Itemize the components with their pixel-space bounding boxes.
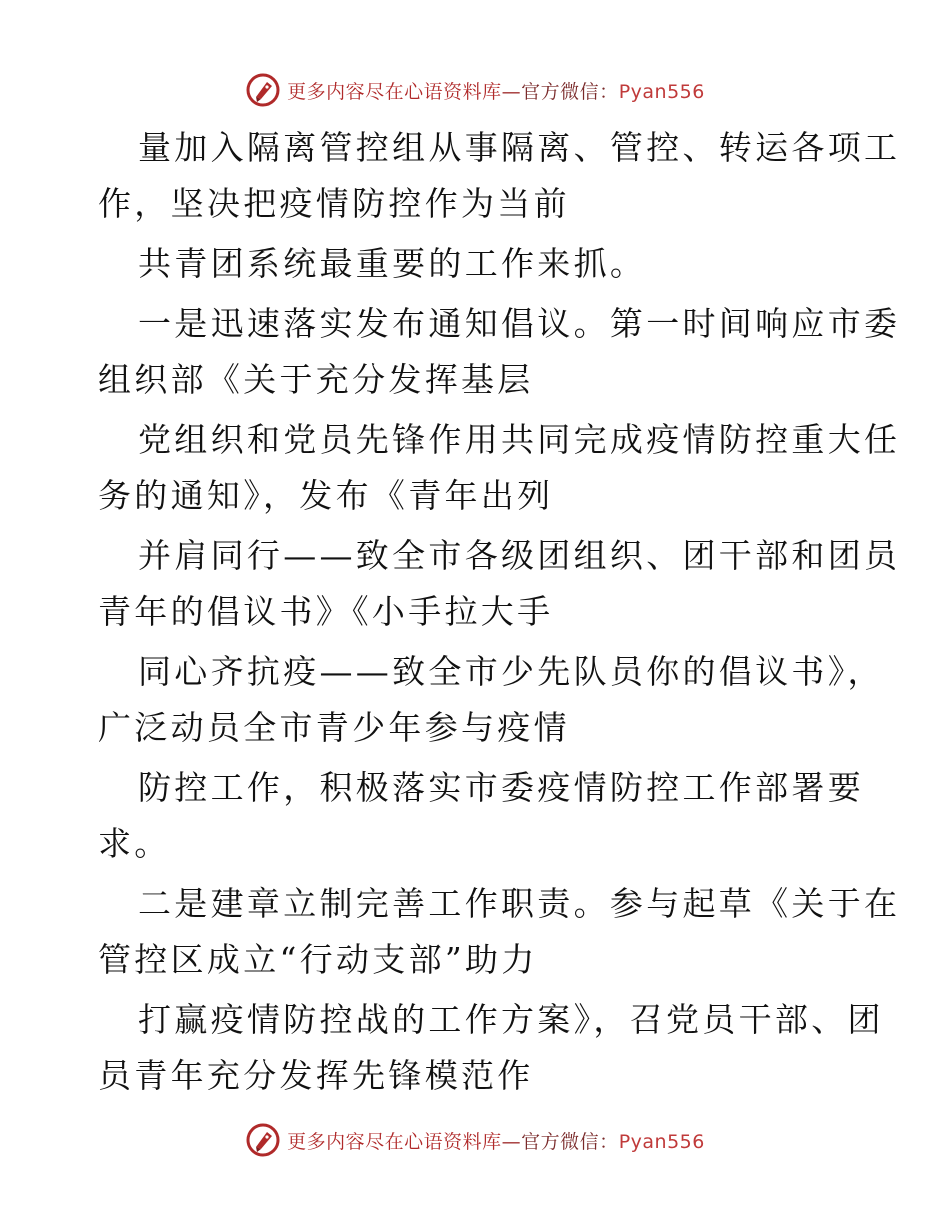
text-line: 一是迅速落实发布通知倡议。第一时间响应市委 [138, 304, 901, 343]
body-line [98, 120, 901, 1104]
banner-dash: — [501, 80, 522, 103]
banner-text [287, 77, 705, 104]
text-line: 防控工作，积极落实市委疫情防控工作部署要 [138, 768, 864, 807]
text-line: 同心齐抗疫——致全市少先队员你的倡议书》， [138, 652, 884, 691]
text-line: 务的通知》，发布《青年出列 [98, 476, 554, 515]
text-line: 作，坚决把疫情防控作为当前 [98, 184, 570, 223]
document-body [98, 120, 901, 1104]
text-line: 求。 [98, 824, 171, 863]
banner-text [287, 1127, 705, 1154]
text-line: 管控区成立“行动支部”助力 [98, 940, 538, 979]
text-line: 二是建章立制完善工作职责。参与起草《关于在 [138, 884, 901, 923]
banner-dash: — [501, 1130, 522, 1153]
text-line: 广泛动员全市青少年参与疫情 [98, 708, 570, 747]
banner-wechat-label: 官方微信： [521, 1130, 619, 1153]
banner-main-text: 更多内容尽在心语资料库 [287, 1130, 502, 1153]
text-line: 党组织和党员先锋作用共同完成疫情防控重大任 [138, 420, 901, 459]
pen-nib-logo-icon [245, 1122, 281, 1158]
text-line: 共青团系统最重要的工作来抓。 [138, 244, 647, 283]
banner-wechat-id: Pyan556 [618, 1130, 705, 1153]
header-banner [0, 70, 950, 110]
pen-nib-logo-icon [245, 72, 281, 108]
text-line: 青年的倡议书》《小手拉大手 [98, 592, 554, 631]
banner-wechat-id: Pyan556 [618, 80, 705, 103]
text-line: 组织部《关于充分发挥基层 [98, 360, 534, 399]
text-line: 员青年充分发挥先锋模范作 [98, 1056, 534, 1095]
text-line: 打赢疫情防控战的工作方案》，召党员干部、团 [138, 1000, 884, 1039]
banner-main-text: 更多内容尽在心语资料库 [287, 80, 502, 103]
banner-wechat-label: 官方微信： [521, 80, 619, 103]
footer-banner [0, 1120, 950, 1160]
text-line: 并肩同行——致全市各级团组织、团干部和团员 [138, 536, 901, 575]
text-line: 量加入隔离管控组从事隔离、管控、转运各项工 [138, 128, 901, 167]
